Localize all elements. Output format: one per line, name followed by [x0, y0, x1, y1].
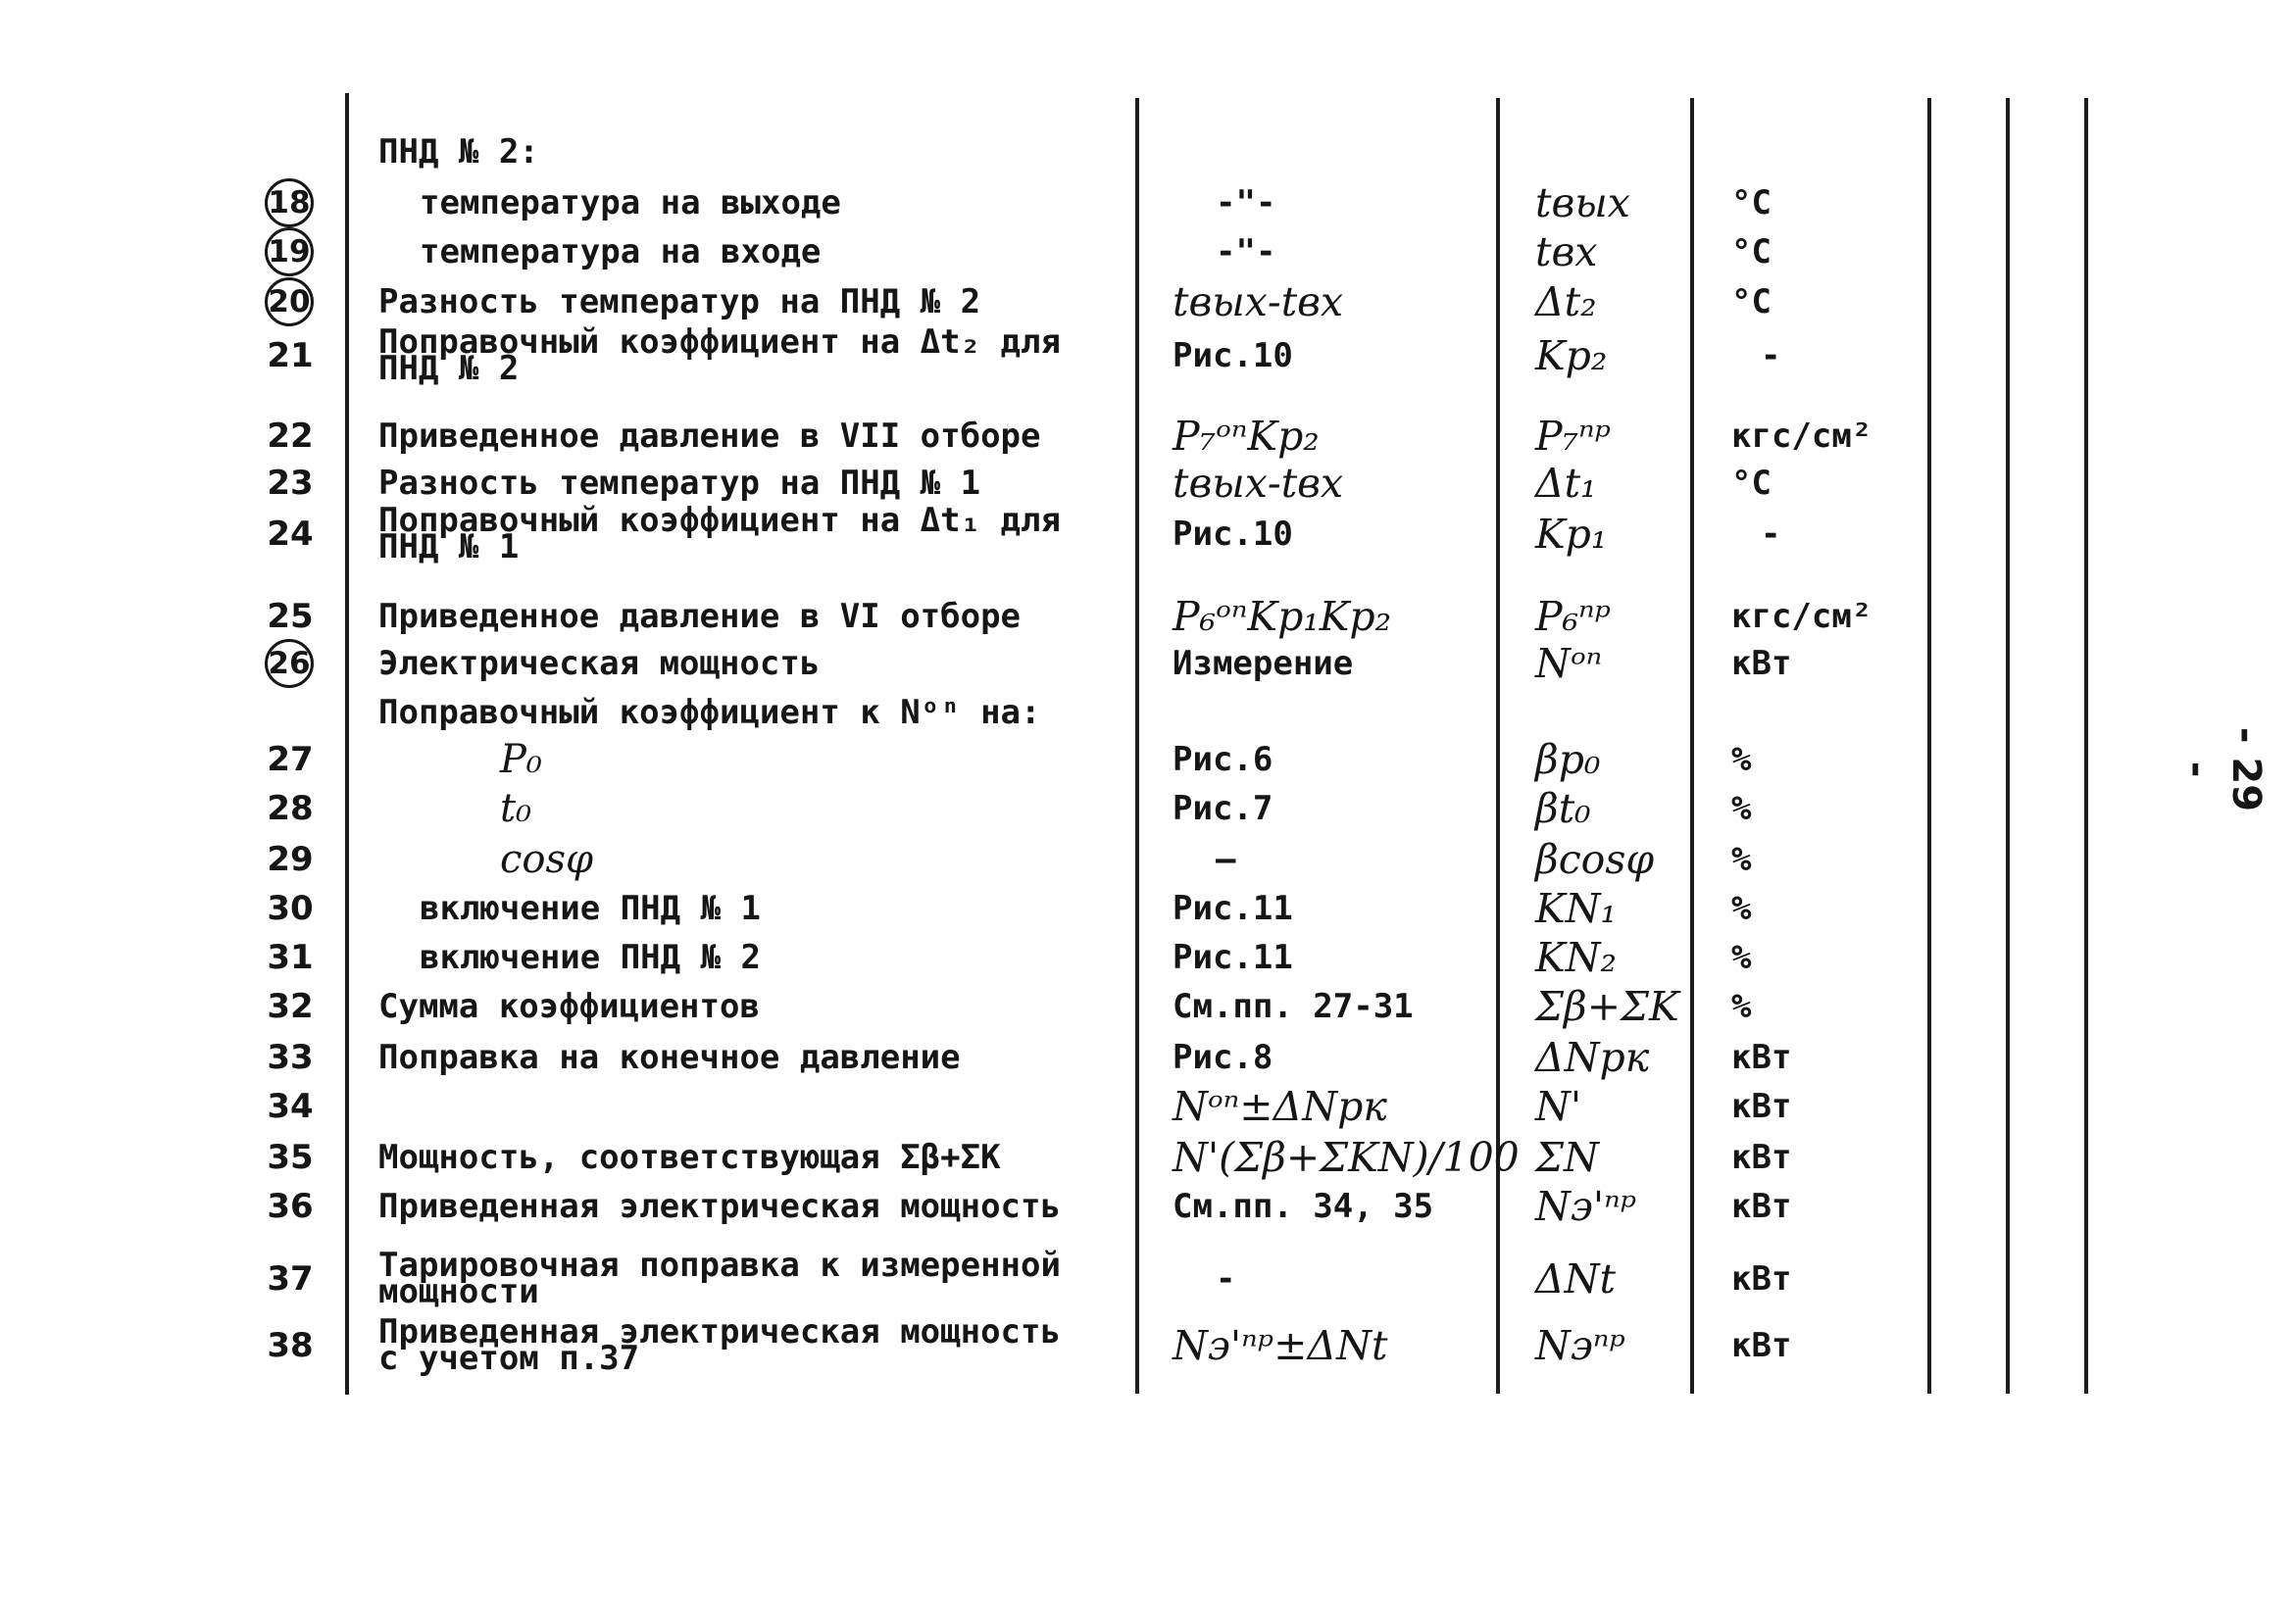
determination-method: Рис.7 — [1173, 789, 1273, 828]
determination-method: N'(Σβ+ΣKN)/100 — [1173, 1134, 1520, 1181]
row-number: 37 — [267, 1259, 314, 1299]
table-row — [0, 735, 2296, 784]
row-number: 32 — [267, 987, 314, 1026]
parameter-symbol: Kp₂ — [1535, 332, 1608, 379]
parameter-symbol: KN₁ — [1535, 885, 1617, 932]
parameter-name: Приведенная электрическая мощность с учетом п.37 — [378, 1312, 1061, 1378]
row-number: 35 — [267, 1138, 314, 1177]
table-row — [0, 592, 2296, 641]
unit: °C — [1731, 464, 1772, 503]
determination-method: Измерение — [1173, 644, 1354, 683]
row-number: 38 — [267, 1326, 314, 1365]
parameter-name: Мощность, соответствующая Σβ+ΣK — [378, 1138, 1001, 1177]
table-row — [0, 1312, 2296, 1378]
table-row — [0, 1133, 2296, 1182]
determination-method: tвых-tвх — [1173, 460, 1344, 507]
parameter-name: Приведенное давление в VI отборе — [378, 597, 1022, 636]
unit: кВт — [1731, 644, 1792, 683]
table-row — [0, 688, 2296, 737]
circled-row-number: 26 — [265, 639, 314, 688]
table-row — [0, 459, 2296, 508]
table-row — [0, 639, 2296, 688]
parameter-name: Сумма коэффициентов — [378, 987, 760, 1026]
unit: % — [1731, 987, 1752, 1026]
unit: % — [1731, 840, 1752, 879]
table-row — [0, 227, 2296, 276]
determination-method: Nᵒⁿ±ΔNpк — [1173, 1083, 1387, 1130]
unit: °C — [1731, 183, 1772, 222]
parameter-symbol: Nэⁿᵖ — [1535, 1322, 1625, 1369]
determination-method: Рис.10 — [1173, 515, 1293, 554]
parameter-symbol: P₆ⁿᵖ — [1535, 593, 1612, 640]
unit: - — [1761, 336, 1781, 375]
parameter-symbol: βp₀ — [1535, 736, 1601, 783]
parameter-symbol: tвых — [1535, 179, 1630, 226]
determination-method: P₆ᵒⁿKp₁Kp₂ — [1173, 593, 1392, 640]
parameter-symbol: tвх — [1535, 228, 1598, 275]
parameter-symbol: βcosφ — [1535, 836, 1655, 883]
unit: кгс/см² — [1731, 417, 1872, 456]
unit: кгс/см² — [1731, 597, 1872, 636]
determination-method: -"- — [1216, 232, 1276, 271]
page-number: - 29 - — [2174, 726, 2269, 812]
determination-method: Рис.6 — [1173, 740, 1273, 779]
table-row — [0, 933, 2296, 982]
determination-method: Рис.11 — [1173, 938, 1293, 977]
row-number: 33 — [267, 1038, 314, 1077]
section-header: ПНД № 2: — [378, 132, 539, 172]
row-number: 31 — [267, 938, 314, 977]
unit: кВт — [1731, 1038, 1792, 1077]
parameter-symbol: KN₂ — [1535, 934, 1617, 981]
parameter-name: температура на входе — [420, 232, 822, 271]
unit: °C — [1731, 282, 1772, 321]
parameter-name: Поправочный коэффициент на Δt₁ для ПНД № 1 — [378, 501, 1061, 566]
unit: % — [1731, 740, 1752, 779]
table-row — [0, 178, 2296, 227]
row-number: 27 — [267, 740, 314, 779]
parameter-name: включение ПНД № 2 — [420, 938, 761, 977]
determination-method: Рис.8 — [1173, 1038, 1273, 1077]
parameter-name: P₀ — [500, 737, 542, 782]
parameter-name: включение ПНД № 1 — [420, 889, 761, 928]
determination-method: P₇ᵒⁿKp₂ — [1173, 413, 1320, 460]
row-number: 24 — [267, 515, 314, 554]
parameter-symbol: N' — [1535, 1083, 1582, 1130]
parameter-name: Приведенная электрическая мощность — [378, 1187, 1061, 1226]
table-row — [0, 1033, 2296, 1082]
table-row — [0, 884, 2296, 933]
parameter-name: t₀ — [500, 786, 532, 831]
parameter-name: Поправка на конечное давление — [378, 1038, 961, 1077]
determination-method: tвых-tвх — [1173, 278, 1344, 325]
circled-row-number: 20 — [265, 277, 314, 326]
unit: % — [1731, 938, 1752, 977]
unit: - — [1761, 515, 1781, 554]
unit: кВт — [1731, 1087, 1792, 1126]
parameter-name: Приведенное давление в VII отборе — [378, 417, 1041, 456]
table-row — [0, 1082, 2296, 1131]
determination-method: — — [1216, 840, 1236, 879]
parameter-symbol: Kp₁ — [1535, 511, 1608, 558]
parameter-name: cosφ — [500, 837, 594, 882]
parameter-symbol: Δt₂ — [1535, 278, 1597, 325]
parameter-name: Поправочный коэффициент на Δt₂ для ПНД № 2 — [378, 322, 1061, 388]
determination-method: См.пп. 27-31 — [1173, 987, 1414, 1026]
table-row — [0, 1246, 2296, 1311]
parameter-symbol: βt₀ — [1535, 785, 1591, 832]
table-row — [0, 982, 2296, 1031]
row-number: 22 — [267, 417, 314, 456]
row-number: 36 — [267, 1187, 314, 1226]
table-row — [0, 835, 2296, 884]
parameter-symbol: ΔNpк — [1535, 1034, 1650, 1081]
row-number: 25 — [267, 597, 314, 636]
section-header-row — [0, 127, 2296, 176]
determination-method: -"- — [1216, 183, 1276, 222]
table-row — [0, 1182, 2296, 1231]
table-row — [0, 277, 2296, 326]
unit: кВт — [1731, 1259, 1792, 1299]
parameter-symbol: Δt₁ — [1535, 460, 1597, 507]
table-row — [0, 501, 2296, 566]
table-row — [0, 412, 2296, 461]
unit: °C — [1731, 232, 1772, 271]
parameter-name: Поправочный коэффициент к Nᵒⁿ на: — [378, 693, 1041, 732]
parameter-symbol: Σβ+ΣK — [1535, 983, 1679, 1030]
determination-method: Рис.11 — [1173, 889, 1293, 928]
row-number: 29 — [267, 840, 314, 879]
parameter-name: Разность температур на ПНД № 1 — [378, 464, 981, 503]
determination-method: - — [1216, 1259, 1236, 1299]
table-row — [0, 322, 2296, 388]
parameter-symbol: P₇ⁿᵖ — [1535, 413, 1612, 460]
parameter-symbol: Nэ'ⁿᵖ — [1535, 1183, 1637, 1230]
parameter-name: Электрическая мощность — [378, 644, 821, 683]
unit: кВт — [1731, 1187, 1792, 1226]
parameter-name: Разность температур на ПНД № 2 — [378, 282, 981, 321]
row-number: 34 — [267, 1087, 314, 1126]
parameter-symbol: Nᵒⁿ — [1535, 640, 1603, 687]
determination-method: См.пп. 34, 35 — [1173, 1187, 1434, 1226]
circled-row-number: 18 — [265, 178, 314, 227]
table-row — [0, 784, 2296, 833]
unit: кВт — [1731, 1138, 1792, 1177]
unit: кВт — [1731, 1326, 1792, 1365]
row-number: 30 — [267, 889, 314, 928]
determination-method: Рис.10 — [1173, 336, 1293, 375]
parameter-symbol: ΣN — [1535, 1134, 1599, 1181]
parameter-name: температура на выходе — [420, 183, 841, 222]
row-number: 21 — [267, 336, 314, 375]
row-number: 28 — [267, 789, 314, 828]
circled-row-number: 19 — [265, 227, 314, 276]
determination-method: Nэ'ⁿᵖ±ΔNt — [1173, 1322, 1388, 1369]
parameter-name: Тарировочная поправка к измеренной мощности — [378, 1246, 1061, 1311]
unit: % — [1731, 789, 1752, 828]
row-number: 23 — [267, 464, 314, 503]
parameter-symbol: ΔNt — [1535, 1255, 1616, 1303]
unit: % — [1731, 889, 1752, 928]
